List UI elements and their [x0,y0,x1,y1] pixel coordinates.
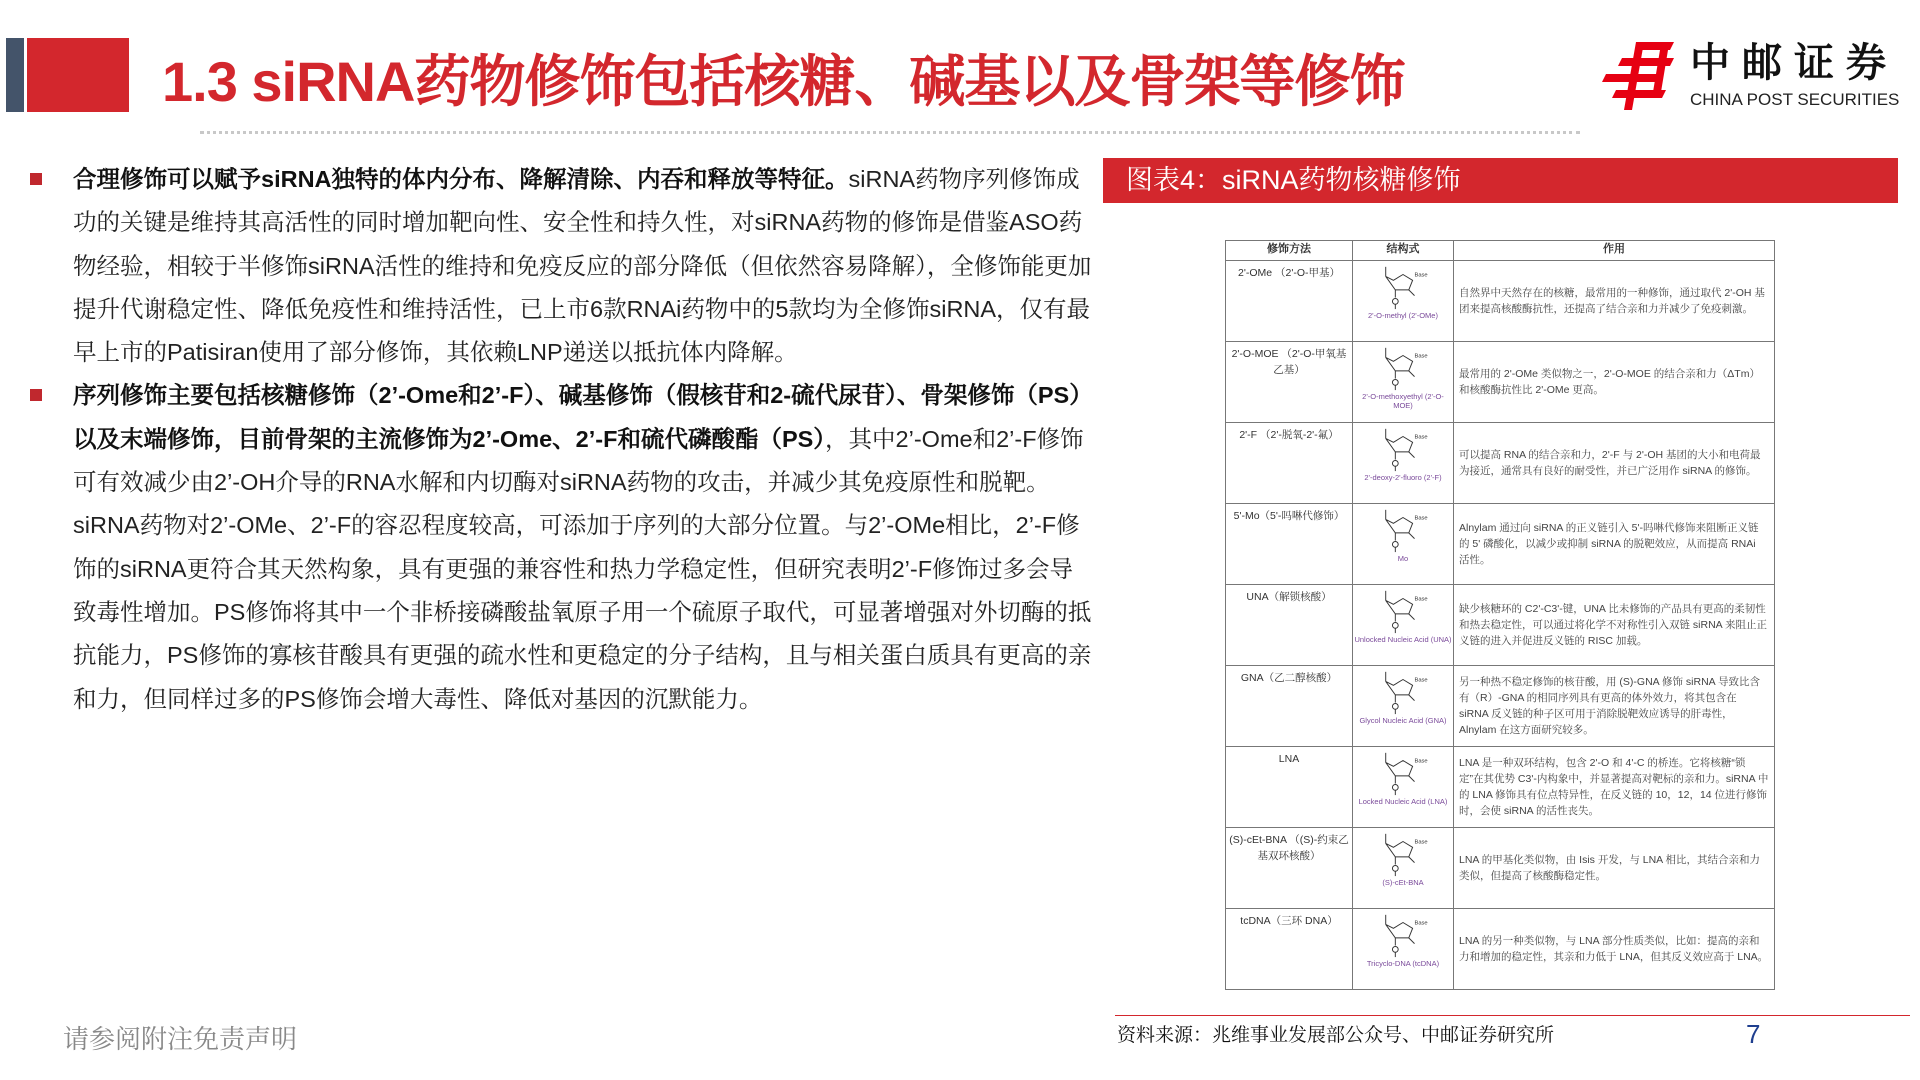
effect-cell: 自然界中天然存在的核糖，最常用的一种修饰，通过取代 2'-OH 基团来提高核酸酶抗性，还提高了结合亲和力并减少了免疫刺激。 [1454,261,1775,342]
source-note: 资料来源：兆维事业发展部公众号、中邮证券研究所 [1117,1025,1555,1046]
effect-cell: 缺少核糖环的 C2'-C3'-键，UNA 比未修饰的产品具有更高的柔韧性和热去稳定性，可以通过将化学不对称性引入双链 siRNA 来阻止正义链的进入并促进反义链的 RISC 加载。 [1454,585,1775,666]
footer-divider [1115,1015,1910,1016]
chemical-structure-icon [1373,263,1433,311]
table-header-row [1226,241,1775,261]
svg-text:Base: Base [1414,353,1428,360]
method-cell: 5'-Mo（5'-吗啉代修饰） [1226,504,1353,585]
structure-cell [1353,828,1454,909]
structure-caption: 2'-O-methoxyethyl (2'-O-MOE) [1362,392,1444,410]
effect-cell: Alnylam 通过向 siRNA 的正义链引入 5'-吗啉代修饰来阻断正义链的 5' 磷酸化，以减少或抑制 siRNA 的脱靶效应，从而提高 RNAi 活性。 [1454,504,1775,585]
table-row [1226,504,1775,585]
column-header-structure: 结构式 [1353,241,1454,261]
svg-text:Base: Base [1414,758,1428,765]
structure-cell [1353,504,1454,585]
table-row [1226,666,1775,747]
method-cell: 2'-OMe （2'-O-甲基） [1226,261,1353,342]
table-row [1226,261,1775,342]
method-cell: (S)-cEt-BNA （(S)-约束乙基双环核酸） [1226,828,1353,909]
table-row [1226,909,1775,990]
figure-title: 图表4：siRNA药物核糖修饰 [1103,158,1898,203]
column-header-effect: 作用 [1454,241,1775,261]
structure-cell [1353,261,1454,342]
structure-caption: 2'-O-methyl (2'-OMe) [1368,311,1438,320]
svg-text:Base: Base [1414,920,1428,927]
structure-caption: Tricyclo-DNA (tcDNA) [1366,959,1440,968]
bullet-paragraph-1 [30,158,1092,374]
ribose-modification-table [1225,240,1775,990]
method-cell: tcDNA（三环 DNA） [1226,909,1353,990]
chemical-structure-icon [1373,344,1433,392]
paragraph-2-lead: 序列修饰主要包括核糖修饰（2’-Ome和2’-F）、碱基修饰（假核苷和2-硫代尿苷）、骨架修饰（PS）以及末端修饰，目前骨架的主流修饰为2’-Ome、2’-F和硫代磷酸酯（PS） [73,382,1081,452]
structure-cell [1353,342,1454,423]
header-divider [200,131,1580,134]
chemical-structure-icon [1373,587,1433,635]
header-dark-bar [6,38,24,112]
structure-caption: Unlocked Nucleic Acid (UNA) [1354,635,1452,644]
svg-text:Base: Base [1414,677,1428,684]
chemical-structure-icon [1373,911,1433,959]
chemical-structure-icon [1373,506,1433,554]
chemical-structure-icon [1373,830,1433,878]
company-logo [1602,40,1902,112]
bullet-paragraph-2 [30,374,1092,720]
structure-caption: 2'-deoxy-2'-fluoro (2'-F) [1364,473,1442,482]
effect-cell: 可以提高 RNA 的结合亲和力，2'-F 与 2'-OH 基团的大小和电荷最为接近，通常具有良好的耐受性，并已广泛用作 siRNA 的修饰。 [1454,423,1775,504]
effect-cell: LNA 是一种双环结构，包含 2'-O 和 4'-C 的桥连。它将核糖“锁定”在其优势 C3'-内构象中，并显著提高对靶标的亲和力。siRNA 中的 LNA 修饰具有位点特异性，在反义链的 10，12，14 位进行修饰时，会使 siRNA 的活性丧失。 [1454,747,1775,828]
chemical-structure-icon [1373,425,1433,473]
method-cell: 2'-F （2'-脱氧-2'-氟） [1226,423,1353,504]
structure-caption: Glycol Nucleic Acid (GNA) [1359,716,1447,725]
svg-text:Base: Base [1414,515,1428,522]
svg-text:Base: Base [1414,272,1428,279]
bullet-square-icon [30,389,42,401]
svg-text:Base: Base [1414,434,1428,441]
disclaimer-link[interactable]: 请参阅附注免责声明 [63,1024,298,1054]
svg-text:Base: Base [1414,596,1428,603]
chemical-structure-icon [1373,668,1433,716]
paragraph-1-text: siRNA药物序列修饰成功的关键是维持其高活性的同时增加靶向性、安全性和持久性，对siRNA药物的修饰是借鉴ASO药物经验，相较于半修饰siRNA活性的维持和免疫反应的部分降低（但依然容易降解），全修饰能更加提升代谢稳定性、降低免疫性和维持活性，已上市6款RNAi药物中的5款均为全修饰siRNA，仅有最早上市的Patisiran使用了部分修饰，其依赖LNP递送以抵抗体内降解。 [73,166,1092,366]
structure-caption: (S)-cEt-BNA [1382,878,1424,887]
structure-cell [1353,747,1454,828]
effect-cell: LNA 的甲基化类似物，由 Isis 开发，与 LNA 相比，其结合亲和力类似，但提高了核酸酶稳定性。 [1454,828,1775,909]
effect-cell: 另一种热不稳定修饰的核苷酸，用 (S)-GNA 修饰 siRNA 导致比含有（R）-GNA 的相同序列具有更高的体外效力，将其包含在 siRNA 反义链的种子区可用于消除脱靶效应诱导的肝毒性，Alnylam 在这方面研究较多。 [1454,666,1775,747]
effect-cell: 最常用的 2'-OMe 类似物之一，2'-O-MOE 的结合亲和力（ΔTm）和核酸酶抗性比 2'-OMe 更高。 [1454,342,1775,423]
body-text [30,158,1092,721]
china-post-logo-icon [1602,40,1680,112]
page-number: 7 [1746,1019,1761,1049]
column-header-method: 修饰方法 [1226,241,1353,261]
structure-caption: Mo [1397,554,1409,563]
method-cell: UNA（解锁核酸） [1226,585,1353,666]
method-cell: GNA（乙二醇核酸） [1226,666,1353,747]
table-row [1226,747,1775,828]
method-cell: LNA [1226,747,1353,828]
table-row [1226,342,1775,423]
table-row [1226,585,1775,666]
structure-cell [1353,423,1454,504]
chemical-structure-icon [1373,749,1433,797]
header-red-block [27,38,129,112]
structure-cell [1353,666,1454,747]
table-row [1226,423,1775,504]
page-title: 1.3 siRNA药物修饰包括核糖、碱基以及骨架等修饰 [162,50,1405,113]
effect-cell: LNA 的另一种类似物，与 LNA 部分性质类似，比如：提高的亲和力和增加的稳定性，其亲和力低于 LNA，但其反义效应高于 LNA。 [1454,909,1775,990]
paragraph-1-lead: 合理修饰可以赋予siRNA独特的体内分布、降解清除、内吞和释放等特征。 [73,166,849,192]
method-cell: 2'-O-MOE （2'-O-甲氧基乙基） [1226,342,1353,423]
structure-caption: Locked Nucleic Acid (LNA) [1358,797,1448,806]
paragraph-2-text: ，其中2’-Ome和2’-F修饰可有效减少由2’-OH介导的RNA水解和内切酶对siRNA药物的攻击，并减少其免疫原性和脱靶。siRNA药物对2’-OMe、2’-F的容忍程度较高，可添加于序列的大部分位置。与2’-OMe相比，2’-F修饰的siRNA更符合其天然构象，具有更强的兼容性和热力学稳定性，但研究表明2’-F修饰过多会导致毒性增加。PS修饰将其中一个非桥接磷酸盐氧原子用一个硫原子取代，可显著增强对外切酶的抵抗能力，PS修饰的寡核苷酸具有更强的疏水性和更稳定的分子结构，且与相关蛋白质具有更高的亲和力，但同样过多的PS修饰会增大毒性、降低对基因的沉默能力。 [73,425,1092,712]
table-row [1226,828,1775,909]
logo-english-name: CHINA POST SECURITIES [1690,90,1900,109]
structure-cell [1353,585,1454,666]
logo-chinese-name: 中邮证券 [1690,40,1898,86]
structure-cell [1353,909,1454,990]
svg-text:Base: Base [1414,839,1428,846]
bullet-square-icon [30,173,42,185]
